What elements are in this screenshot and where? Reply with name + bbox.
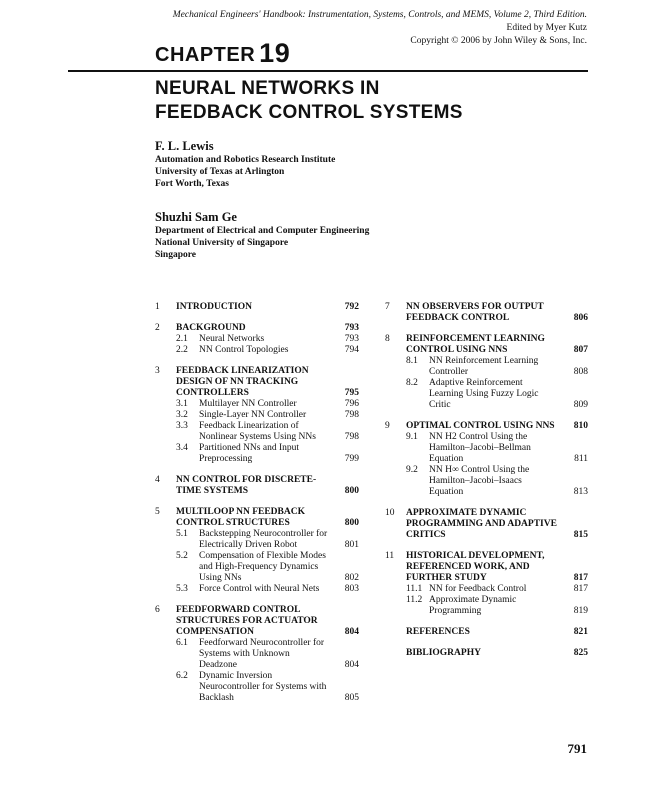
toc-entry-title: APPROXIMATE DYNAMIC PROGRAMMING AND ADAPTIVE CRITICS bbox=[406, 508, 557, 540]
toc-entry-number: 4 bbox=[155, 475, 160, 485]
toc-entry-number: 2 bbox=[155, 323, 160, 333]
toc-entry[interactable] bbox=[385, 627, 588, 638]
toc-subentry[interactable] bbox=[176, 671, 359, 704]
author-affiliation-line: National University of Singapore bbox=[155, 238, 289, 248]
toc-subentry-page: 817 bbox=[573, 584, 588, 594]
toc-subentry-number: 2.1 bbox=[176, 334, 188, 344]
toc-subentry-title: Feedforward Neurocontroller for Systems with Unknown Deadzone bbox=[199, 638, 325, 670]
toc-subentry-number: 3.2 bbox=[176, 410, 188, 420]
toc-entry-number: 6 bbox=[155, 605, 160, 615]
toc-entry-title: MULTILOOP NN FEEDBACK CONTROL STRUCTURES bbox=[176, 507, 305, 528]
toc-subentry-page: 798 bbox=[344, 432, 359, 442]
toc-entry-page: 821 bbox=[573, 627, 588, 637]
toc-subentry-number: 6.2 bbox=[176, 671, 188, 681]
toc-entry[interactable] bbox=[155, 302, 359, 313]
toc-entry-page: 800 bbox=[344, 518, 359, 528]
toc-entry-title: BACKGROUND bbox=[176, 323, 246, 333]
toc-column-left bbox=[155, 302, 359, 704]
toc-subentry[interactable] bbox=[406, 432, 588, 465]
toc-entry-number: 5 bbox=[155, 507, 160, 517]
editor-line: Edited by Myer Kutz bbox=[506, 23, 587, 33]
toc-entry-title: FEEDBACK LINEARIZATION DESIGN OF NN TRACKING CONTROLLERS bbox=[176, 366, 309, 398]
toc-subentry-title: Force Control with Neural Nets bbox=[199, 584, 320, 594]
toc-subentry-number: 5.3 bbox=[176, 584, 188, 594]
toc-subentry[interactable] bbox=[406, 584, 588, 595]
toc-entry[interactable] bbox=[155, 507, 359, 529]
toc-subentry-title: Dynamic Inversion Neurocontroller for Systems with Backlash bbox=[199, 671, 327, 703]
chapter-heading bbox=[155, 38, 290, 69]
toc-subentry-title: NN Reinforcement Learning Controller bbox=[429, 356, 539, 377]
toc-entry-title: OPTIMAL CONTROL USING NNS bbox=[406, 421, 555, 431]
toc-subentry-title: Approximate Dynamic Programming bbox=[429, 595, 517, 616]
toc-subentry[interactable] bbox=[406, 356, 588, 378]
toc-entry-title: NN OBSERVERS FOR OUTPUT FEEDBACK CONTROL bbox=[406, 302, 544, 323]
toc-subentry-page: 802 bbox=[344, 573, 359, 583]
toc-subentry-number: 5.1 bbox=[176, 529, 188, 539]
toc-subentry-page: 801 bbox=[344, 540, 359, 550]
toc-subentry-page: 805 bbox=[344, 693, 359, 703]
toc-subentry[interactable] bbox=[176, 638, 359, 671]
toc-subentry-page: 798 bbox=[344, 410, 359, 420]
chapter-rule bbox=[68, 70, 588, 72]
toc-subentry-title: NN for Feedback Control bbox=[429, 584, 527, 594]
toc-subentry-page: 809 bbox=[573, 400, 588, 410]
toc-entry[interactable] bbox=[385, 648, 588, 659]
chapter-number: 19 bbox=[259, 38, 291, 68]
toc-subentry-page: 799 bbox=[344, 454, 359, 464]
toc-entry-page: 792 bbox=[344, 302, 359, 312]
author-name: F. L. Lewis bbox=[155, 139, 214, 153]
author-affiliation-line: University of Texas at Arlington bbox=[155, 167, 285, 177]
toc-subentry[interactable] bbox=[406, 595, 588, 617]
toc-subentry-title: Backstepping Neurocontroller for Electrically Driven Robot bbox=[199, 529, 328, 550]
toc-column-right bbox=[385, 302, 588, 659]
toc-subentry-title: NN H∞ Control Using the Hamilton–Jacobi–Isaacs Equation bbox=[429, 465, 530, 497]
toc-entry-page: 793 bbox=[344, 323, 359, 333]
toc-entry-number: 9 bbox=[385, 421, 390, 431]
toc-entry-title: REFERENCES bbox=[406, 627, 470, 637]
toc-entry[interactable] bbox=[155, 323, 359, 334]
toc-subentry-number: 11.2 bbox=[406, 595, 423, 605]
toc-entry-page: 807 bbox=[573, 345, 588, 355]
toc-subentry[interactable] bbox=[176, 529, 359, 551]
toc-entry-number: 7 bbox=[385, 302, 390, 312]
toc-entry-title: NN CONTROL FOR DISCRETE-TIME SYSTEMS bbox=[176, 475, 317, 496]
toc-subentry-page: 803 bbox=[344, 584, 359, 594]
toc-entry-page: 815 bbox=[573, 530, 588, 540]
author-block bbox=[155, 138, 335, 190]
author-affiliation-line: Singapore bbox=[155, 250, 197, 260]
toc-subentry[interactable] bbox=[176, 421, 359, 443]
toc-entry[interactable] bbox=[155, 366, 359, 399]
author-affiliation-line: Fort Worth, Texas bbox=[155, 179, 229, 189]
toc-subentry-number: 5.2 bbox=[176, 551, 188, 561]
toc-subentry-number: 3.3 bbox=[176, 421, 188, 431]
toc-subentry[interactable] bbox=[176, 551, 359, 584]
toc-entry-page: 806 bbox=[573, 313, 588, 323]
toc-subentry-page: 796 bbox=[344, 399, 359, 409]
author-affiliation-line: Automation and Robotics Research Institute bbox=[155, 155, 336, 165]
toc-subentry[interactable] bbox=[176, 334, 359, 345]
toc-entry[interactable] bbox=[155, 475, 359, 497]
toc-subentry-number: 9.1 bbox=[406, 432, 418, 442]
toc-subentry-number: 8.2 bbox=[406, 378, 418, 388]
page-number: 791 bbox=[567, 741, 587, 756]
toc-entry-title: REINFORCEMENT LEARNING CONTROL USING NNS bbox=[406, 334, 545, 355]
toc-entry-number: 8 bbox=[385, 334, 390, 344]
toc-entry-title: HISTORICAL DEVELOPMENT, REFERENCED WORK, AND FURTHER STUDY bbox=[406, 551, 545, 583]
toc-entry-page: 800 bbox=[344, 486, 359, 496]
toc-subentry[interactable] bbox=[406, 378, 588, 411]
toc-subentry-page: 819 bbox=[573, 606, 588, 616]
toc-subentry[interactable] bbox=[176, 399, 359, 410]
toc-entry-number: 1 bbox=[155, 302, 160, 312]
toc-subentry[interactable] bbox=[176, 345, 359, 356]
toc-entry[interactable] bbox=[385, 551, 588, 584]
author-block bbox=[155, 209, 369, 261]
toc-subentry-page: 808 bbox=[573, 367, 588, 377]
toc-entry[interactable] bbox=[385, 334, 588, 356]
toc-entry[interactable] bbox=[155, 605, 359, 638]
toc-entry-page: 810 bbox=[573, 421, 588, 431]
toc-subentry[interactable] bbox=[406, 465, 588, 498]
toc-subentry-number: 3.1 bbox=[176, 399, 188, 409]
toc-subentry-page: 813 bbox=[573, 487, 588, 497]
chapter-title-line: FEEDBACK CONTROL SYSTEMS bbox=[155, 102, 463, 123]
toc-subentry-page: 793 bbox=[344, 334, 359, 344]
chapter-title-line: NEURAL NETWORKS IN bbox=[155, 78, 380, 99]
author-affiliation-line: Department of Electrical and Computer Engineering bbox=[155, 226, 370, 236]
toc-entry-title: BIBLIOGRAPHY bbox=[406, 648, 481, 658]
book-citation: Mechanical Engineers' Handbook: Instrumentation, Systems, Controls, and MEMS, Volume 2, Third Edition. bbox=[172, 10, 587, 20]
toc-subentry-title: Single-Layer NN Controller bbox=[199, 410, 307, 420]
author-name: Shuzhi Sam Ge bbox=[155, 210, 237, 224]
toc-entry-page: 817 bbox=[573, 573, 588, 583]
toc-subentry-number: 11.1 bbox=[406, 584, 423, 594]
toc-subentry-number: 2.2 bbox=[176, 345, 188, 355]
toc-subentry-title: Neural Networks bbox=[199, 334, 265, 344]
toc-entry[interactable] bbox=[385, 421, 588, 432]
toc-subentry-title: Compensation of Flexible Modes and High-Frequency Dynamics Using NNs bbox=[199, 551, 326, 583]
toc-entry-page: 804 bbox=[344, 627, 359, 637]
toc-subentry-title: NN H2 Control Using the Hamilton–Jacobi–Bellman Equation bbox=[429, 432, 531, 464]
toc-subentry-title: Feedback Linearization of Nonlinear Systems Using NNs bbox=[199, 421, 316, 442]
chapter-title bbox=[155, 77, 463, 125]
toc-subentry-title: Adaptive Reinforcement Learning Using Fuzzy Logic Critic bbox=[429, 378, 539, 410]
chapter-label: CHAPTER bbox=[155, 44, 256, 66]
toc-subentry-title: NN Control Topologies bbox=[199, 345, 289, 355]
toc-subentry[interactable] bbox=[176, 443, 359, 465]
toc-subentry-number: 6.1 bbox=[176, 638, 188, 648]
toc-subentry-title: Partitioned NNs and Input Preprocessing bbox=[199, 443, 300, 464]
toc-entry-page: 825 bbox=[573, 648, 588, 658]
toc-subentry-number: 8.1 bbox=[406, 356, 418, 366]
toc-subentry-number: 9.2 bbox=[406, 465, 418, 475]
toc-entry-number: 3 bbox=[155, 366, 160, 376]
toc-subentry[interactable] bbox=[176, 584, 359, 595]
toc-subentry-page: 804 bbox=[344, 660, 359, 670]
toc-entry-title: INTRODUCTION bbox=[176, 302, 253, 312]
toc-entry-number: 11 bbox=[385, 551, 395, 561]
toc-subentry-page: 811 bbox=[574, 454, 588, 464]
toc-subentry[interactable] bbox=[176, 410, 359, 421]
toc-entry-title: FEEDFORWARD CONTROL STRUCTURES FOR ACTUATOR COMPENSATION bbox=[176, 605, 318, 637]
copyright-line: Copyright © 2006 by John Wiley & Sons, Inc. bbox=[410, 36, 587, 46]
toc-entry[interactable] bbox=[385, 302, 588, 324]
toc-entry-page: 795 bbox=[344, 388, 359, 398]
toc-entry-number: 10 bbox=[385, 508, 395, 518]
toc-subentry-page: 794 bbox=[344, 345, 359, 355]
toc-entry[interactable] bbox=[385, 508, 588, 541]
toc-subentry-title: Multilayer NN Controller bbox=[199, 399, 297, 409]
toc-subentry-number: 3.4 bbox=[176, 443, 188, 453]
